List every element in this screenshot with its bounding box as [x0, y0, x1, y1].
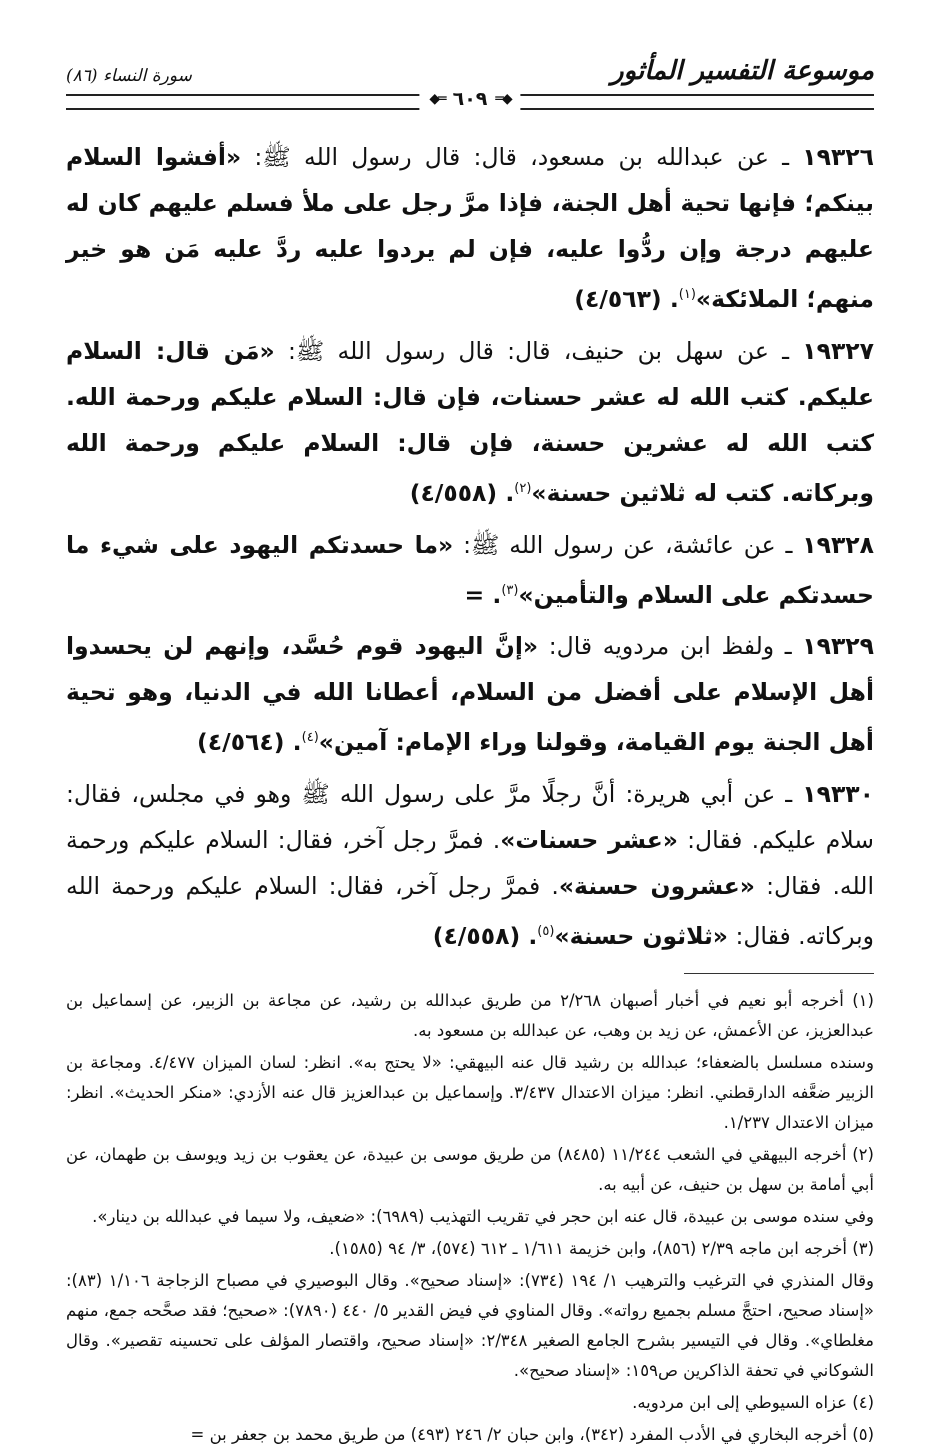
- footnote: (٥) أخرجه البخاري في الأدب المفرد (٣٤٢)، وابن حبان ٢/ ٢٤٦ (٤٩٣) من طريق محمد بن جعفر بن =: [190, 1425, 874, 1445]
- page-number: [419, 88, 520, 110]
- hadith-19330: [66, 771, 874, 959]
- surah-label: سورة النساء (٨٦): [66, 66, 192, 86]
- hadith-reference: . (٤/٥٦٣): [574, 284, 679, 313]
- footnote-marker: (٢): [514, 480, 532, 496]
- hadith-section: [66, 134, 874, 959]
- hadith-reference: . (٤/٥٥٨): [432, 922, 538, 951]
- hadith-text: «عشرون حسنة»: [558, 872, 755, 901]
- hadith-number: ١٩٣٢٩: [802, 632, 874, 661]
- hadith-intro: ـ ولفظ ابن مردويه قال:: [538, 632, 803, 661]
- footnote: (٤) عزاه السيوطي إلى ابن مردويه.: [632, 1393, 874, 1413]
- footnote: وفي سنده موسى بن عبيدة، قال عنه ابن حجر في تقريب التهذيب (٦٩٨٩): «ضعيف، ولا سيما في عبدالله بن دينار».: [92, 1207, 874, 1227]
- hadith-continuation: . فمرَّ رجل آخر، فقال: السلام عليكم ورحمة الله وبركاته. فقال:: [66, 872, 874, 951]
- footnote-marker: (٣): [501, 582, 519, 598]
- ornament-icon: ◆═: [429, 91, 445, 107]
- book-title: موسوعة التفسير المأثور: [611, 56, 874, 86]
- footnote: (٣) أخرجه ابن ماجه ٢/٣٩ (٨٥٦)، وابن خزيمة ١/٦١١ ـ ٦١٢ (٥٧٤)، ٣/ ٩٤ (١٥٨٥).: [329, 1239, 874, 1259]
- hadith-intro: ـ عن أبي هريرة: أنَّ رجلًا مرَّ على رسول الله ﷺ وهو في مجلس، فقال: سلام عليكم. فقال:: [66, 780, 874, 855]
- footnote: (٢) أخرجه البيهقي في الشعب ١١/٢٤٤ (٨٤٨٥) من طريق موسى بن عبيدة، عن يعقوب بن زيد ويوسف بن طهمان، عن أبي أمامة بن سهل بن حنيف، عن أبيه به.: [66, 1145, 874, 1195]
- header-rule-left: [66, 94, 438, 96]
- hadith-text: «ثلاثون حسنة»: [554, 922, 728, 951]
- page-number-text: ٦٠٩: [452, 88, 488, 110]
- hadith-text: «مَن قال: السلام عليكم. كتب الله له عشر حسنات، فإن قال: السلام عليكم ورحمة الله. كتب الله له عشرين حسنة، فإن قال: السلام عليكم ورحمة الله وبركاته. كتب له ثلاثين حسنة»: [66, 336, 874, 507]
- footnote-marker: (٥): [537, 924, 555, 940]
- footnote-divider: [684, 973, 874, 974]
- hadith-19329: [66, 623, 874, 765]
- header-rule-right: [502, 94, 874, 96]
- hadith-number: ١٩٣٣٠: [802, 780, 874, 809]
- hadith-reference: . =: [464, 580, 502, 609]
- hadith-number: ١٩٣٢٨: [802, 530, 874, 559]
- footnote: (١) أخرجه أبو نعيم في أخبار أصبهان ٢/٢٦٨ من طريق عبدالله بن رشيد، عن مجاعة بن الزبير، عن إسماعيل بن عبدالعزيز، عن الأعمش، عن زيد بن وهب، عن عبدالله بن مسعود به.: [66, 991, 874, 1041]
- ornament-icon: ═◆: [495, 91, 511, 107]
- hadith-19328: [66, 522, 874, 618]
- footnote-marker: (٤): [301, 730, 319, 746]
- hadith-intro: ـ عن عبدالله بن مسعود، قال: قال رسول الله ﷺ:: [241, 143, 803, 171]
- hadith-text: «ما حسدتكم اليهود على شيء ما حسدتكم على السلام والتأمين»: [66, 530, 874, 609]
- hadith-text: «أفشوا السلام بينكم؛ فإنها تحية أهل الجنة، فإذا مرَّ رجل على ملأ فسلم عليهم كان له عليهم درجة وإن ردُّوا عليه، فإن لم يردوا عليه ردَّ عليه مَن هو خير منهم؛ الملائكة»: [66, 143, 874, 313]
- hadith-reference: . (٤/٥٥٨): [409, 478, 515, 507]
- footnote: وقال المنذري في الترغيب والترهيب ١/ ١٩٤ (٧٣٤): «إسناد صحيح». وقال البوصيري في مصباح الزجاجة ١/١٠٦ (٨٣): «إسناد صحيح، احتجَّ مسلم بجميع رواته». وقال المناوي في فيض القدير ٥/ ٤٤٠ (٧٨٩٠): «صحيح؛ فقد صحَّحه جمع، منهم مغلطاي». وقال في التيسير بشرح الجامع الصغير ٢/٣٤٨: «إسناد صحيح، واقتصار المؤلف على تحسينه تقصير». وقال الشوكاني في تحفة الذاكرين ص١٥٩: «إسناد صحيح».: [66, 1271, 875, 1381]
- hadith-intro: ـ عن سهل بن حنيف، قال: قال رسول الله ﷺ:: [274, 336, 803, 365]
- hadith-19326: [66, 134, 874, 322]
- hadith-text: «إنَّ اليهود قوم حُسَّد، وإنهم لن يحسدوا أهل الإسلام على أفضل من السلام، أعطانا الله في الدنيا، وهو تحية أهل الجنة يوم القيامة، وقولنا وراء الإمام: آمين»: [66, 632, 874, 757]
- hadith-intro: ـ عن عائشة، عن رسول الله ﷺ:: [453, 530, 803, 559]
- footnote: وسنده مسلسل بالضعفاء؛ عبدالله بن رشيد قال عنه البيهقي: «لا يحتج به». انظر: لسان الميزان ٤/٤٧٧. ومجاعة بن الزبير ضعَّفه الدارقطني. انظر: ميزان الاعتدال ٣/٤٣٧. وإسماعيل بن عبدالعزيز قال عنه الأزدي: «منكر الحديث». انظر: ميزان الاعتدال ١/٢٣٧.: [66, 1053, 875, 1133]
- hadith-number: ١٩٣٢٧: [802, 336, 874, 365]
- footnotes-section: [66, 986, 874, 1450]
- hadith-continuation: . فمرَّ رجل آخر، فقال: السلام عليكم ورحمة الله. فقال:: [66, 826, 874, 901]
- hadith-19327: [66, 328, 874, 516]
- footnote-marker: (١): [678, 287, 696, 302]
- hadith-text: «عشر حسنات»: [500, 826, 678, 855]
- hadith-number: ١٩٣٢٦: [802, 143, 874, 171]
- page-header: [66, 50, 874, 110]
- hadith-reference: . (٤/٥٦٤): [197, 728, 302, 757]
